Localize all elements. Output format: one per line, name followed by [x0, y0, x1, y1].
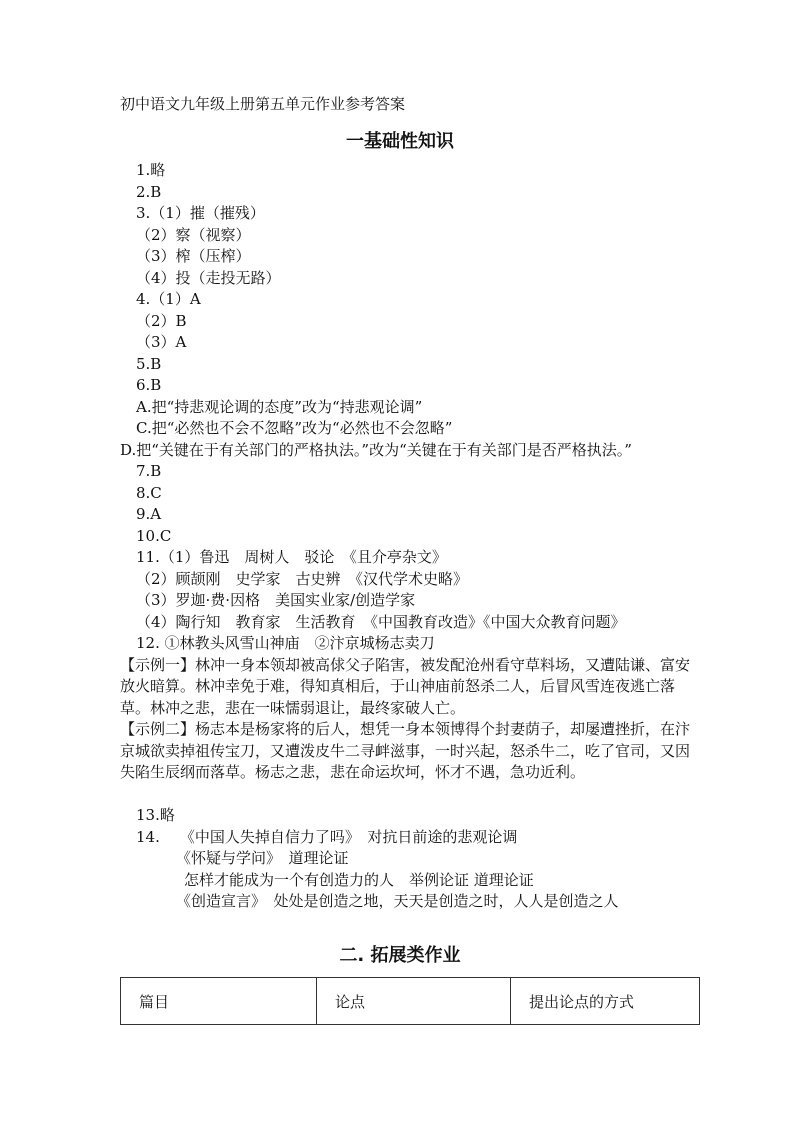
- q14-item: 怎样才能成为一个有创造力的人 举例论证 道理论证: [184, 870, 534, 889]
- answer-line: 6.B: [136, 376, 162, 394]
- answer-line: 10.C: [136, 526, 172, 545]
- answer-line: （3）罗迦·费·因格 美国实业家/创造学家: [136, 591, 416, 609]
- answer-line: 7.B: [136, 462, 162, 480]
- answer-line: 12. ①林教头风雪山神庙 ②汴京城杨志卖刀: [136, 634, 435, 652]
- q14-item: 《怀疑与学问》 道理论证: [176, 849, 349, 867]
- answer-line: 2.B: [136, 182, 162, 201]
- answer-line: A.把“持悲观论调的态度”改为“持悲观论调”: [136, 397, 423, 416]
- table-header-argument: 论点: [317, 978, 511, 1025]
- answer-line: （4）陶行知 教育家 生活教育 《中国教育改造》《中国大众教育问题》: [136, 612, 626, 631]
- answer-line: C.把“必然也不会不忽略”改为“必然也不会忽略”: [136, 419, 453, 437]
- answer-line: （3）A: [136, 333, 187, 351]
- q14-item: 《创造宣言》 处处是创造之地，天天是创造之时，人人是创造之人: [176, 892, 619, 910]
- q14-item: 《中国人失掉自信力了吗》 对抗日前途的悲观论调: [179, 827, 518, 846]
- spacer: [136, 784, 696, 806]
- answer-line: 11.（1）鲁迅 周树人 驳论 《且介亭杂文》: [136, 548, 447, 566]
- answer-line: 8.C: [136, 483, 162, 502]
- answer-line: 1.略: [136, 161, 166, 179]
- document-title: 初中语文九年级上册第五单元作业参考答案: [120, 95, 406, 113]
- answer-line: （2）察（视察）: [136, 225, 251, 244]
- table-header-row: [121, 978, 700, 1025]
- q14-row: [136, 827, 696, 849]
- extension-table: [120, 977, 700, 1025]
- example-two: 【示例二】杨志本是杨家将的后人，想凭一身本领博得个封妻荫子，却屡遭挫折，在汴京城欲卖掉祖传宝刀，又遭泼皮牛二寻衅滋事，一时兴起，怒杀牛二，吃了官司，又因失陷生辰纲而落草。杨志之悲，悲在命运坎坷，怀才不遇，急功近利。: [120, 720, 691, 781]
- answer-line: 5.B: [136, 354, 162, 373]
- answer-line: （2）顾颉刚 史学家 古史辨 《汉代学术史略》: [136, 569, 469, 588]
- section-heading-basic: 一基础性知识: [346, 131, 454, 152]
- answer-line: 9.A: [136, 505, 162, 523]
- table-header-method: 提出论点的方式: [511, 978, 700, 1025]
- answer-content: [120, 160, 696, 913]
- answer-line: （4）投（走投无路）: [136, 268, 281, 287]
- section-heading-extension: 二. 拓展类作业: [339, 945, 461, 966]
- answer-line: （3）榨（压榨）: [136, 247, 251, 265]
- answer-line: 3.（1）摧（摧残）: [136, 204, 265, 222]
- answer-line: （2）B: [136, 311, 187, 330]
- q14-label: 14.: [136, 827, 160, 846]
- answer-line-d: D.把“关键在于有关部门的严格执法。”改为“关键在于有关部门是否严格执法。”: [120, 440, 632, 459]
- answer-line: 13.略: [136, 806, 175, 824]
- example-one: 【示例一】林冲一身本领却被高俅父子陷害，被发配沧州看守草料场，又遭陆谦、富安放火暗算。林冲幸免于难，得知真相后，于山神庙前怒杀二人，后冒风雪连夜逃亡落草。林冲之悲，悲在一味懦弱退让，最终家破人亡。: [120, 655, 691, 717]
- table-header-title: 篇目: [121, 978, 317, 1025]
- answer-line: 4.（1）A: [136, 290, 201, 308]
